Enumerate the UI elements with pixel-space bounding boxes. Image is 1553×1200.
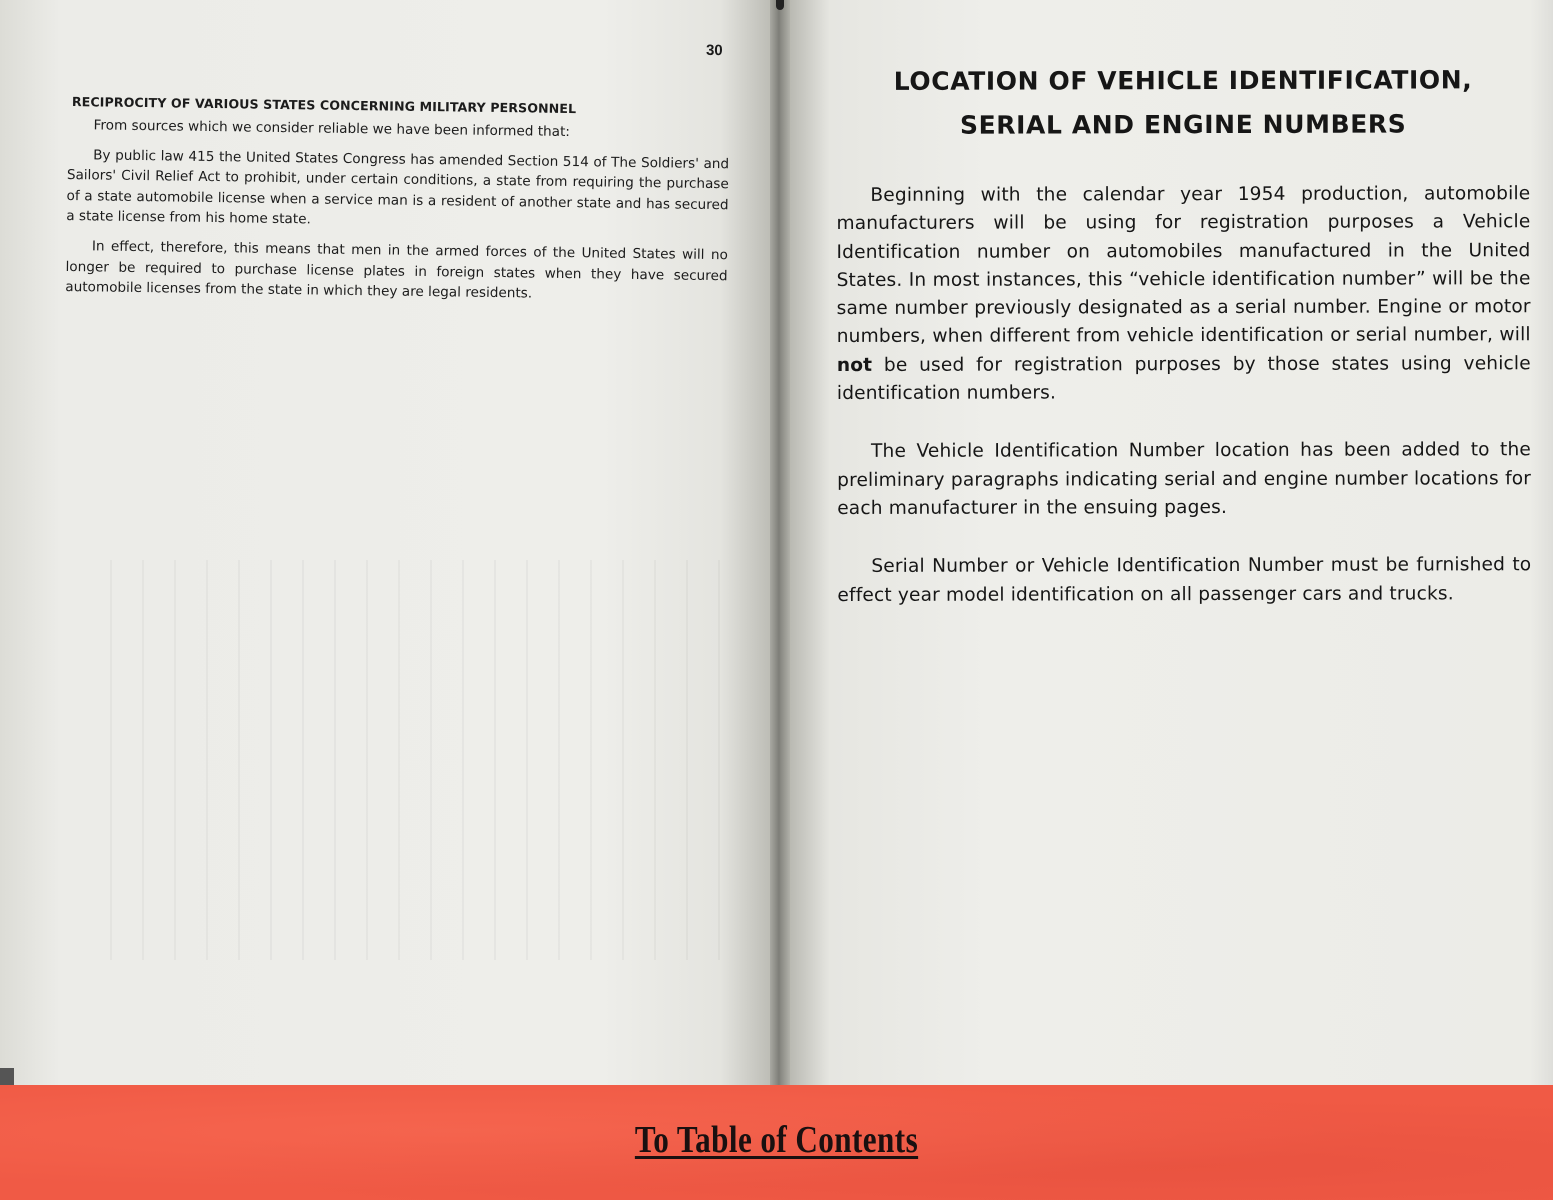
right-paragraph-1 [836, 180, 1531, 408]
page-number: 30 [705, 41, 723, 60]
book-gutter [770, 0, 790, 1085]
left-page-text [65, 94, 730, 316]
gutter-binding-mark [776, 0, 784, 10]
left-paragraph-1: From sources which we consider reliable we have been informed that: [93, 117, 571, 141]
right-paragraph-2: The Vehicle Identification Number location has been added to the preliminary paragraphs indicating serial and engine number locations for each manufacturer in the ensuing pages. [837, 439, 1532, 519]
left-paragraph-2: By public law 415 the United States Congress has amended Section 514 of The Soldiers' and Sailors' Civil Relief Act to prohibit, under certain conditions, a state from requiring the purchase of a state automobile license when a service man is a resident of another state and has secured a state license from his home state. [66, 146, 730, 228]
right-heading-line-2: SERIAL AND ENGINE NUMBERS [959, 109, 1407, 140]
left-page-heading: RECIPROCITY OF VARIOUS STATES CONCERNING MILITARY PERSONNEL [71, 94, 577, 117]
right-paragraph-1-start: Beginning with the calendar year 1954 production, automobile manufacturers will be using for registration purposes a Vehicle Identification number on automobiles manufactured in the United States. In most instances, this “vehicle identification number” will be the same number previously designated as a serial number. Engine or motor numbers, when different from vehicle identification or serial number, will [836, 183, 1531, 348]
right-page-heading [836, 58, 1530, 148]
right-paragraph-1-end: be used for registration purposes by those states using vehicle identification numbers. [836, 352, 1531, 405]
page-corner-shadow [0, 1068, 14, 1085]
table-of-contents-link[interactable]: To Table of Contents [634, 1119, 919, 1161]
right-page-text [836, 58, 1532, 640]
right-paragraph-1-bold: not [836, 354, 873, 376]
left-page-show-through [80, 560, 720, 960]
right-heading-line-1: LOCATION OF VEHICLE IDENTIFICATION, [893, 65, 1473, 96]
right-paragraph-3: Serial Number or Vehicle Identification Number must be furnished to effect year model identification on all passenger cars and trucks. [837, 554, 1532, 606]
left-paragraph-3: In effect, therefore, this means that men in the armed forces of the United States will no longer be required to purchase license plates in foreign states when they have secured automobile licenses from the state in which they are legal residents. [65, 238, 728, 302]
